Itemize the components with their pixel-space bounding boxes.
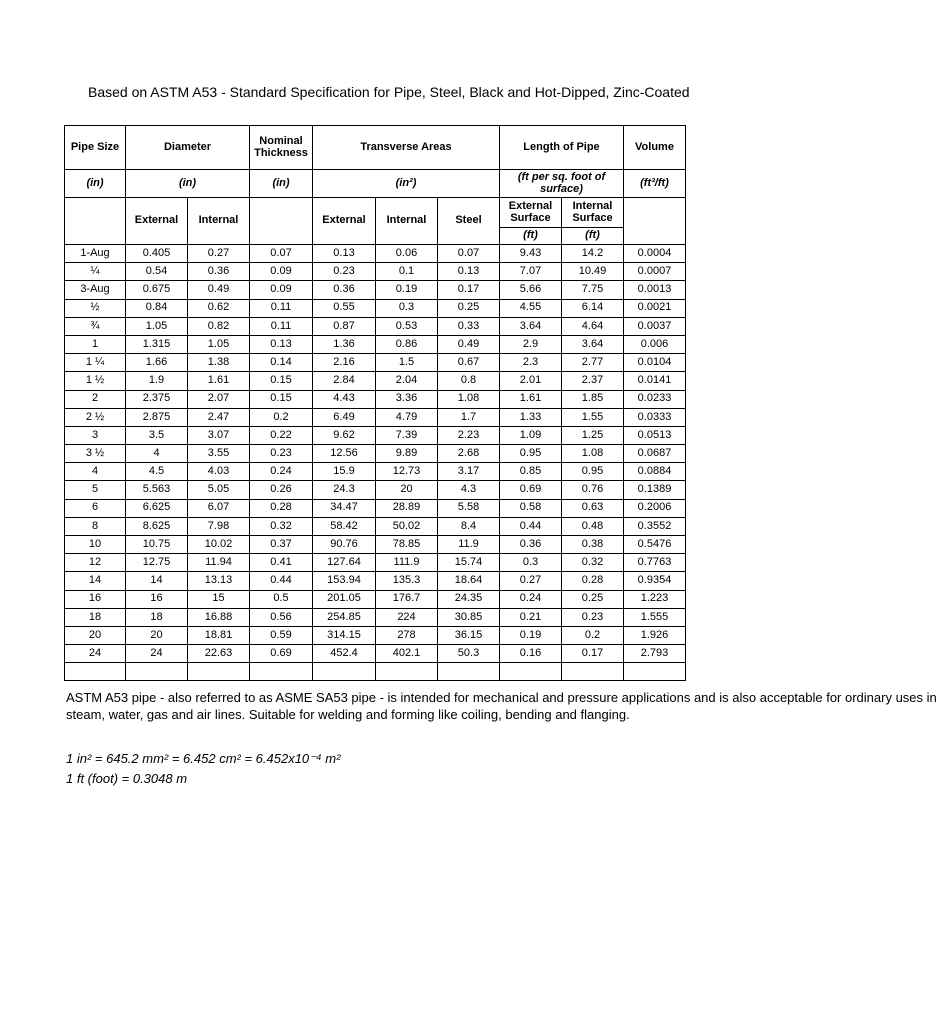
table-cell: 0.95 <box>562 463 624 481</box>
subheader-area-internal: Internal <box>376 198 438 245</box>
table-cell: 0.09 <box>250 281 313 299</box>
table-row <box>65 426 686 444</box>
table-cell: 2.68 <box>438 445 500 463</box>
table-cell: 0.44 <box>500 517 562 535</box>
table-cell: 12.73 <box>376 463 438 481</box>
table-cell: 0.53 <box>376 317 438 335</box>
table-cell: 0.54 <box>126 263 188 281</box>
table-cell: 0.56 <box>250 608 313 626</box>
table-row <box>65 499 686 517</box>
table-cell: 0.32 <box>562 554 624 572</box>
table-cell: 0.15 <box>250 390 313 408</box>
table-cell: 0.23 <box>562 608 624 626</box>
table-cell: 201.05 <box>313 590 376 608</box>
table-cell: 1.926 <box>624 626 686 644</box>
table-cell: 0.0104 <box>624 354 686 372</box>
table-cell: 0.85 <box>500 463 562 481</box>
conversion-length: 1 ft (foot) = 0.3048 m <box>66 771 188 786</box>
header-length-of-pipe: Length of Pipe <box>500 126 624 170</box>
conversion-area: 1 in² = 645.2 mm² = 6.452 cm² = 6.452x10⁻⁴ m² <box>66 751 341 766</box>
table-cell: 0.9354 <box>624 572 686 590</box>
units-row <box>65 170 686 198</box>
table-cell: 4 <box>65 463 126 481</box>
table-cell: 4.03 <box>188 463 250 481</box>
table-cell: 0.5 <box>250 590 313 608</box>
table-cell: 0.3552 <box>624 517 686 535</box>
table-cell: 0.27 <box>500 572 562 590</box>
table-cell: 5.563 <box>126 481 188 499</box>
header-pipe-size: Pipe Size <box>65 126 126 170</box>
table-cell: 153.94 <box>313 572 376 590</box>
table-cell: 2.23 <box>438 426 500 444</box>
table-cell: 0.07 <box>250 245 313 263</box>
table-cell: 0.3 <box>376 299 438 317</box>
table-cell: 9.62 <box>313 426 376 444</box>
table-cell: 0.19 <box>500 626 562 644</box>
table-cell: 0.95 <box>500 445 562 463</box>
unit-areas: (in²) <box>313 170 500 198</box>
table-cell: 14.2 <box>562 245 624 263</box>
table-cell: 0.25 <box>438 299 500 317</box>
table-cell: 1.05 <box>126 317 188 335</box>
table-cell: 7.07 <box>500 263 562 281</box>
table-cell: 20 <box>126 626 188 644</box>
subheader-diameter-external: External <box>126 198 188 245</box>
table-cell: 0.28 <box>562 572 624 590</box>
table-cell: 1.9 <box>126 372 188 390</box>
table-cell: 1.85 <box>562 390 624 408</box>
table-row <box>65 408 686 426</box>
empty-cell <box>250 663 313 681</box>
table-cell: 0.62 <box>188 299 250 317</box>
table-cell: 1 ¼ <box>65 354 126 372</box>
table-cell: 2.47 <box>188 408 250 426</box>
table-row <box>65 645 686 663</box>
table-cell: 0.1 <box>376 263 438 281</box>
subheader-blank <box>65 198 126 245</box>
table-cell: 0.48 <box>562 517 624 535</box>
unit-pipe-size: (in) <box>65 170 126 198</box>
empty-cell <box>624 663 686 681</box>
table-cell: 4.55 <box>500 299 562 317</box>
description-line: steam, water, gas and air lines. Suitable for welding and forming like coiling, bending and flanging. <box>66 707 630 722</box>
table-cell: 4.79 <box>376 408 438 426</box>
table-cell: 20 <box>376 481 438 499</box>
table-cell: 6.49 <box>313 408 376 426</box>
table-cell: 24.35 <box>438 590 500 608</box>
table-cell: 0.41 <box>250 554 313 572</box>
table-cell: 1 <box>65 335 126 353</box>
table-cell: 5.58 <box>438 499 500 517</box>
empty-cell <box>500 663 562 681</box>
table-cell: 0.16 <box>500 645 562 663</box>
table-cell: 24 <box>65 645 126 663</box>
table-cell: 22.63 <box>188 645 250 663</box>
table-cell: 4.5 <box>126 463 188 481</box>
table-cell: 0.0021 <box>624 299 686 317</box>
table-cell: 0.006 <box>624 335 686 353</box>
table-cell: 224 <box>376 608 438 626</box>
unit-thickness: (in) <box>250 170 313 198</box>
table-cell: 3.17 <box>438 463 500 481</box>
subheader-ft-internal: (ft) <box>562 228 624 245</box>
table-cell: 0.33 <box>438 317 500 335</box>
table-cell: 8.625 <box>126 517 188 535</box>
subheader-row <box>65 198 686 228</box>
description-text <box>66 689 937 723</box>
header-nominal-thickness: Nominal Thickness <box>250 126 313 170</box>
table-cell: 0.0233 <box>624 390 686 408</box>
table-cell: 50.02 <box>376 517 438 535</box>
table-cell: 2 <box>65 390 126 408</box>
table-cell: 1.09 <box>500 426 562 444</box>
table-cell: 0.69 <box>500 481 562 499</box>
table-cell: 1.33 <box>500 408 562 426</box>
table-cell: 1.555 <box>624 608 686 626</box>
table-cell: 0.7763 <box>624 554 686 572</box>
empty-cell <box>376 663 438 681</box>
table-cell: 2.793 <box>624 645 686 663</box>
empty-row <box>65 663 686 681</box>
table-cell: 0.3 <box>500 554 562 572</box>
table-cell: 18.81 <box>188 626 250 644</box>
table-cell: 58.42 <box>313 517 376 535</box>
table-cell: 0.24 <box>250 463 313 481</box>
table-cell: 0.59 <box>250 626 313 644</box>
table-row <box>65 536 686 554</box>
table-cell: 1.38 <box>188 354 250 372</box>
table-cell: 0.86 <box>376 335 438 353</box>
table-cell: 6.625 <box>126 499 188 517</box>
table-cell: 0.49 <box>438 335 500 353</box>
table-cell: 0.15 <box>250 372 313 390</box>
table-row <box>65 517 686 535</box>
table-cell: 0.0013 <box>624 281 686 299</box>
table-cell: 0.21 <box>500 608 562 626</box>
pipe-dimensions-table <box>64 125 686 681</box>
table-row <box>65 554 686 572</box>
table-cell: 1.55 <box>562 408 624 426</box>
table-cell: 3 <box>65 426 126 444</box>
table-cell: 0.0004 <box>624 245 686 263</box>
table-cell: 135.3 <box>376 572 438 590</box>
table-row <box>65 354 686 372</box>
table-cell: 14 <box>126 572 188 590</box>
table-cell: 0.0884 <box>624 463 686 481</box>
table-cell: 0.19 <box>376 281 438 299</box>
table-cell: 3.36 <box>376 390 438 408</box>
description-line: ASTM A53 pipe - also referred to as ASME SA53 pipe - is intended for mechanical and pressure applications and is also acceptable for ordinary uses in <box>66 690 937 705</box>
table-cell: 1.7 <box>438 408 500 426</box>
table-cell: 0.36 <box>500 536 562 554</box>
subheader-diameter-internal: Internal <box>188 198 250 245</box>
table-row <box>65 445 686 463</box>
table-cell: 4 <box>126 445 188 463</box>
table-row <box>65 335 686 353</box>
table-cell: 18 <box>126 608 188 626</box>
empty-cell <box>562 663 624 681</box>
table-cell: 0.07 <box>438 245 500 263</box>
table-cell: 1.25 <box>562 426 624 444</box>
table-cell: 7.75 <box>562 281 624 299</box>
table-cell: 13.13 <box>188 572 250 590</box>
table-cell: 15.9 <box>313 463 376 481</box>
table-cell: 0.0007 <box>624 263 686 281</box>
table-cell: 16 <box>126 590 188 608</box>
table-cell: 0.2 <box>250 408 313 426</box>
header-diameter: Diameter <box>126 126 250 170</box>
table-cell: 0.36 <box>313 281 376 299</box>
table-cell: 6 <box>65 499 126 517</box>
table-cell: 24.3 <box>313 481 376 499</box>
table-cell: 78.85 <box>376 536 438 554</box>
table-cell: 176.7 <box>376 590 438 608</box>
table-cell: 0.17 <box>562 645 624 663</box>
subheader-steel: Steel <box>438 198 500 245</box>
table-cell: 0.69 <box>250 645 313 663</box>
header-transverse-areas: Transverse Areas <box>313 126 500 170</box>
table-cell: 0.0141 <box>624 372 686 390</box>
table-cell: 0.2006 <box>624 499 686 517</box>
table-cell: 254.85 <box>313 608 376 626</box>
table-cell: 20 <box>65 626 126 644</box>
table-cell: 7.39 <box>376 426 438 444</box>
table-cell: 2.875 <box>126 408 188 426</box>
table-cell: 14 <box>65 572 126 590</box>
subheader-blank-thickness <box>250 198 313 245</box>
table-cell: ¼ <box>65 263 126 281</box>
table-cell: 18 <box>65 608 126 626</box>
unit-volume: (ft³/ft) <box>624 170 686 198</box>
table-cell: 0.67 <box>438 354 500 372</box>
table-cell: 0.63 <box>562 499 624 517</box>
table-cell: 0.36 <box>188 263 250 281</box>
table-cell: 0.82 <box>188 317 250 335</box>
table-cell: 0.8 <box>438 372 500 390</box>
table-cell: ¾ <box>65 317 126 335</box>
table-cell: 1.08 <box>438 390 500 408</box>
table-cell: 8 <box>65 517 126 535</box>
table-cell: 0.11 <box>250 299 313 317</box>
table-cell: 0.23 <box>313 263 376 281</box>
table-cell: 2.375 <box>126 390 188 408</box>
table-cell: 90.76 <box>313 536 376 554</box>
table-cell: 3.64 <box>562 335 624 353</box>
table-cell: 18.64 <box>438 572 500 590</box>
table-cell: 1-Aug <box>65 245 126 263</box>
table-cell: 3.64 <box>500 317 562 335</box>
table-cell: 3 ½ <box>65 445 126 463</box>
table-cell: 0.14 <box>250 354 313 372</box>
table-cell: 12 <box>65 554 126 572</box>
table-cell: 0.27 <box>188 245 250 263</box>
table-row <box>65 590 686 608</box>
table-cell: 6.14 <box>562 299 624 317</box>
table-row <box>65 281 686 299</box>
table-cell: 16 <box>65 590 126 608</box>
table-cell: 16.88 <box>188 608 250 626</box>
table-cell: 1 ½ <box>65 372 126 390</box>
table-cell: 2.04 <box>376 372 438 390</box>
table-cell: 0.09 <box>250 263 313 281</box>
table-cell: 1.05 <box>188 335 250 353</box>
table-cell: 0.1389 <box>624 481 686 499</box>
table-cell: 1.08 <box>562 445 624 463</box>
table-cell: 1.5 <box>376 354 438 372</box>
table-cell: 9.43 <box>500 245 562 263</box>
table-cell: 127.64 <box>313 554 376 572</box>
empty-cell <box>188 663 250 681</box>
table-cell: 0.37 <box>250 536 313 554</box>
table-cell: 3-Aug <box>65 281 126 299</box>
table-cell: 1.61 <box>188 372 250 390</box>
table-cell: 452.4 <box>313 645 376 663</box>
header-row <box>65 126 686 170</box>
table-cell: 0.5476 <box>624 536 686 554</box>
table-row <box>65 390 686 408</box>
empty-cell <box>126 663 188 681</box>
table-row <box>65 263 686 281</box>
table-cell: 2.9 <box>500 335 562 353</box>
table-cell: 0.0333 <box>624 408 686 426</box>
table-cell: 0.17 <box>438 281 500 299</box>
table-cell: 11.94 <box>188 554 250 572</box>
table-row <box>65 299 686 317</box>
table-cell: 3.5 <box>126 426 188 444</box>
table-cell: 0.2 <box>562 626 624 644</box>
header-volume: Volume <box>624 126 686 170</box>
empty-cell <box>438 663 500 681</box>
table-cell: 5.05 <box>188 481 250 499</box>
table-row <box>65 572 686 590</box>
table-cell: 0.11 <box>250 317 313 335</box>
table-cell: 0.24 <box>500 590 562 608</box>
table-cell: 30.85 <box>438 608 500 626</box>
table-cell: 0.0513 <box>624 426 686 444</box>
table-cell: 0.675 <box>126 281 188 299</box>
table-cell: 0.13 <box>438 263 500 281</box>
empty-cell <box>65 663 126 681</box>
table-cell: 11.9 <box>438 536 500 554</box>
table-cell: 0.38 <box>562 536 624 554</box>
table-cell: 2 ½ <box>65 408 126 426</box>
table-cell: 0.0687 <box>624 445 686 463</box>
table-cell: 2.84 <box>313 372 376 390</box>
table-cell: 2.3 <box>500 354 562 372</box>
empty-cell <box>313 663 376 681</box>
table-cell: 0.13 <box>250 335 313 353</box>
table-cell: 15.74 <box>438 554 500 572</box>
unit-diameter: (in) <box>126 170 250 198</box>
table-cell: 8.4 <box>438 517 500 535</box>
unit-length: (ft per sq. foot of surface) <box>500 170 624 198</box>
table-cell: 0.25 <box>562 590 624 608</box>
subheader-area-external: External <box>313 198 376 245</box>
subheader-external-surface: External Surface <box>500 198 562 228</box>
table-cell: 2.07 <box>188 390 250 408</box>
subheader-blank-volume <box>624 198 686 245</box>
table-cell: 15 <box>188 590 250 608</box>
table-cell: 5.66 <box>500 281 562 299</box>
table-cell: 0.58 <box>500 499 562 517</box>
table-cell: 1.66 <box>126 354 188 372</box>
table-row <box>65 245 686 263</box>
table-cell: 0.84 <box>126 299 188 317</box>
table-cell: 10.02 <box>188 536 250 554</box>
table-cell: 1.315 <box>126 335 188 353</box>
subheader-ft-external: (ft) <box>500 228 562 245</box>
table-cell: 1.223 <box>624 590 686 608</box>
table-cell: 3.55 <box>188 445 250 463</box>
table-cell: 0.26 <box>250 481 313 499</box>
table-cell: 12.75 <box>126 554 188 572</box>
table-cell: 0.44 <box>250 572 313 590</box>
table-cell: 2.16 <box>313 354 376 372</box>
document-title: Based on ASTM A53 - Standard Specification for Pipe, Steel, Black and Hot-Dipped, Zinc-Coated <box>88 84 690 100</box>
table-row <box>65 372 686 390</box>
table-cell: 0.13 <box>313 245 376 263</box>
table-cell: 6.07 <box>188 499 250 517</box>
table-cell: 50.3 <box>438 645 500 663</box>
table-cell: 12.56 <box>313 445 376 463</box>
table-cell: 2.01 <box>500 372 562 390</box>
table-cell: 278 <box>376 626 438 644</box>
table-cell: 10.49 <box>562 263 624 281</box>
table-cell: 0.0037 <box>624 317 686 335</box>
table-cell: 0.06 <box>376 245 438 263</box>
table-cell: 0.87 <box>313 317 376 335</box>
table-row <box>65 481 686 499</box>
table-row <box>65 626 686 644</box>
table-cell: 314.15 <box>313 626 376 644</box>
table-cell: 4.43 <box>313 390 376 408</box>
table-cell: 0.22 <box>250 426 313 444</box>
table-cell: ½ <box>65 299 126 317</box>
table-cell: 10.75 <box>126 536 188 554</box>
table-cell: 5 <box>65 481 126 499</box>
table-cell: 0.55 <box>313 299 376 317</box>
table-cell: 9.89 <box>376 445 438 463</box>
table-cell: 4.3 <box>438 481 500 499</box>
table-cell: 24 <box>126 645 188 663</box>
subheader-internal-surface: Internal Surface <box>562 198 624 228</box>
table-row <box>65 317 686 335</box>
table-cell: 36.15 <box>438 626 500 644</box>
table-cell: 0.76 <box>562 481 624 499</box>
table-cell: 4.64 <box>562 317 624 335</box>
table-cell: 0.28 <box>250 499 313 517</box>
table-cell: 0.405 <box>126 245 188 263</box>
table-cell: 28.89 <box>376 499 438 517</box>
unit-conversions <box>66 749 340 789</box>
table-cell: 3.07 <box>188 426 250 444</box>
table-cell: 1.36 <box>313 335 376 353</box>
table-cell: 2.37 <box>562 372 624 390</box>
table-cell: 7.98 <box>188 517 250 535</box>
table-cell: 2.77 <box>562 354 624 372</box>
table-cell: 0.49 <box>188 281 250 299</box>
table-cell: 34.47 <box>313 499 376 517</box>
table-cell: 1.61 <box>500 390 562 408</box>
table-cell: 0.32 <box>250 517 313 535</box>
table-cell: 111.9 <box>376 554 438 572</box>
table-cell: 0.23 <box>250 445 313 463</box>
table-cell: 402.1 <box>376 645 438 663</box>
table-cell: 10 <box>65 536 126 554</box>
table-row <box>65 608 686 626</box>
table-row <box>65 463 686 481</box>
